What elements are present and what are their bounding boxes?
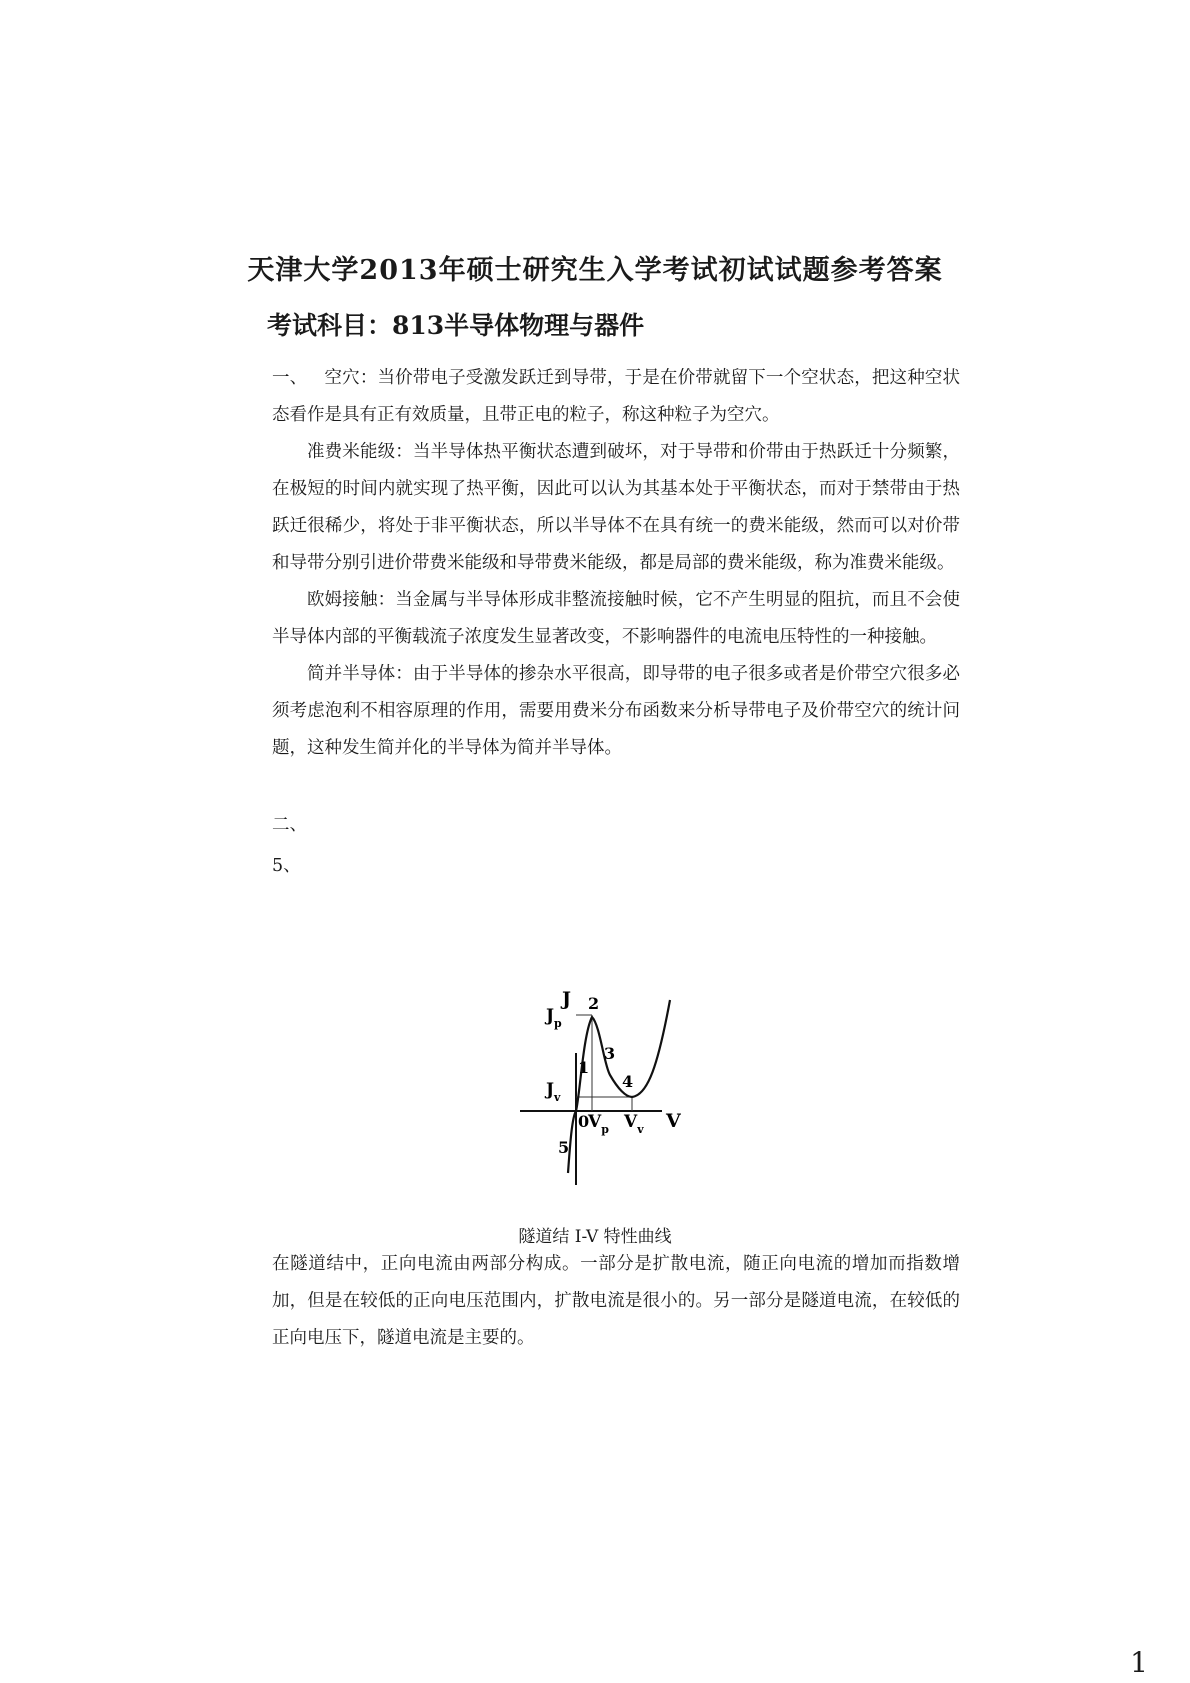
jp-label — [544, 1006, 562, 1030]
answer-section-1 — [272, 360, 960, 885]
closing-paragraph: 在隧道结中，正向电流由两部分构成。一部分是扩散电流，随正向电流的增加而指数增加，但是在较低的正向电压范围内，扩散电流是很小的。另一部分是隧道电流，在较低的正向电压下，隧道电流是主要的。 — [272, 1254, 960, 1348]
figure-caption: 隧道结 I-V 特性曲线 — [518, 1227, 672, 1247]
jv-main: J — [546, 1080, 555, 1100]
jp-subscript: p — [554, 1017, 562, 1030]
vp-label — [587, 1112, 609, 1136]
question-5-number: 5、 — [272, 856, 301, 876]
degenerate-semiconductor-definition: 简并半导体：由于半导体的掺杂水平很高，即导带的电子很多或者是价带空穴很多必须考虑泡利不相容原理的作用，需要用费米分布函数来分析导带电子及价带空穴的统计问题，这种发生简并化的半导体为简并半导体。 — [272, 664, 960, 758]
page-title: 天津大学2013年硕士研究生入学考试初试试题参考答案 — [247, 255, 943, 286]
ohmic-contact-definition: 欧姆接触：当金属与半导体形成非整流接触时候，它不产生明显的阻抗，而且不会使半导体内部的平衡载流子浓度发生显著改变，不影响器件的电流电压特性的一种接触。 — [272, 590, 960, 647]
iv-curve — [568, 1000, 670, 1173]
vv-main: V — [624, 1112, 638, 1132]
jp-main: J — [546, 1006, 555, 1026]
page-number: 1 — [1130, 1646, 1148, 1679]
vp-main: V — [588, 1112, 602, 1132]
section-number-2: 二、 — [272, 815, 307, 835]
jv-label — [544, 1080, 561, 1104]
exam-subject: 考试科目：813半导体物理与器件 — [267, 311, 645, 340]
quasi-fermi-definition: 准费米能级：当半导体热平衡状态遭到破坏，对于导带和价带由于热跃迁十分频繁，在极短的时间内就实现了热平衡，因此可以认为其基本处于平衡状态，而对于禁带由于热跃迁很稀少，将处于非平衡状态，所以半导体不在具有统一的费米能级，然而可以对价带和导带分别引进价带费米能级和导带费米能级，都是局部的费米能级，称为准费米能级。 — [272, 442, 960, 573]
point-1-label: 1 — [578, 1058, 590, 1077]
section-number-1: 一、 — [272, 368, 308, 388]
y-axis-label: J — [562, 988, 571, 1010]
hole-text: 空穴：当价带电子受激发跃迁到导带，于是在价带就留下一个空状态，把这种空状态看作是具有正有效质量，且带正电的粒子，称这种粒子为空穴。 — [272, 368, 961, 425]
point-4-label: 4 — [622, 1072, 634, 1091]
vv-subscript: v — [637, 1123, 644, 1136]
point-5-label: 5 — [558, 1138, 570, 1157]
hole-definition — [272, 360, 960, 434]
point-3-label: 3 — [604, 1044, 616, 1063]
tunnel-junction-iv-figure — [520, 985, 730, 1195]
x-axis-label: V — [666, 1110, 681, 1132]
tunnel-junction-explanation — [272, 1246, 960, 1357]
vp-subscript: p — [601, 1123, 609, 1136]
jv-subscript: v — [554, 1091, 561, 1104]
origin-label: 0 — [578, 1112, 590, 1131]
point-2-label: 2 — [588, 994, 600, 1013]
vv-label — [623, 1112, 644, 1136]
